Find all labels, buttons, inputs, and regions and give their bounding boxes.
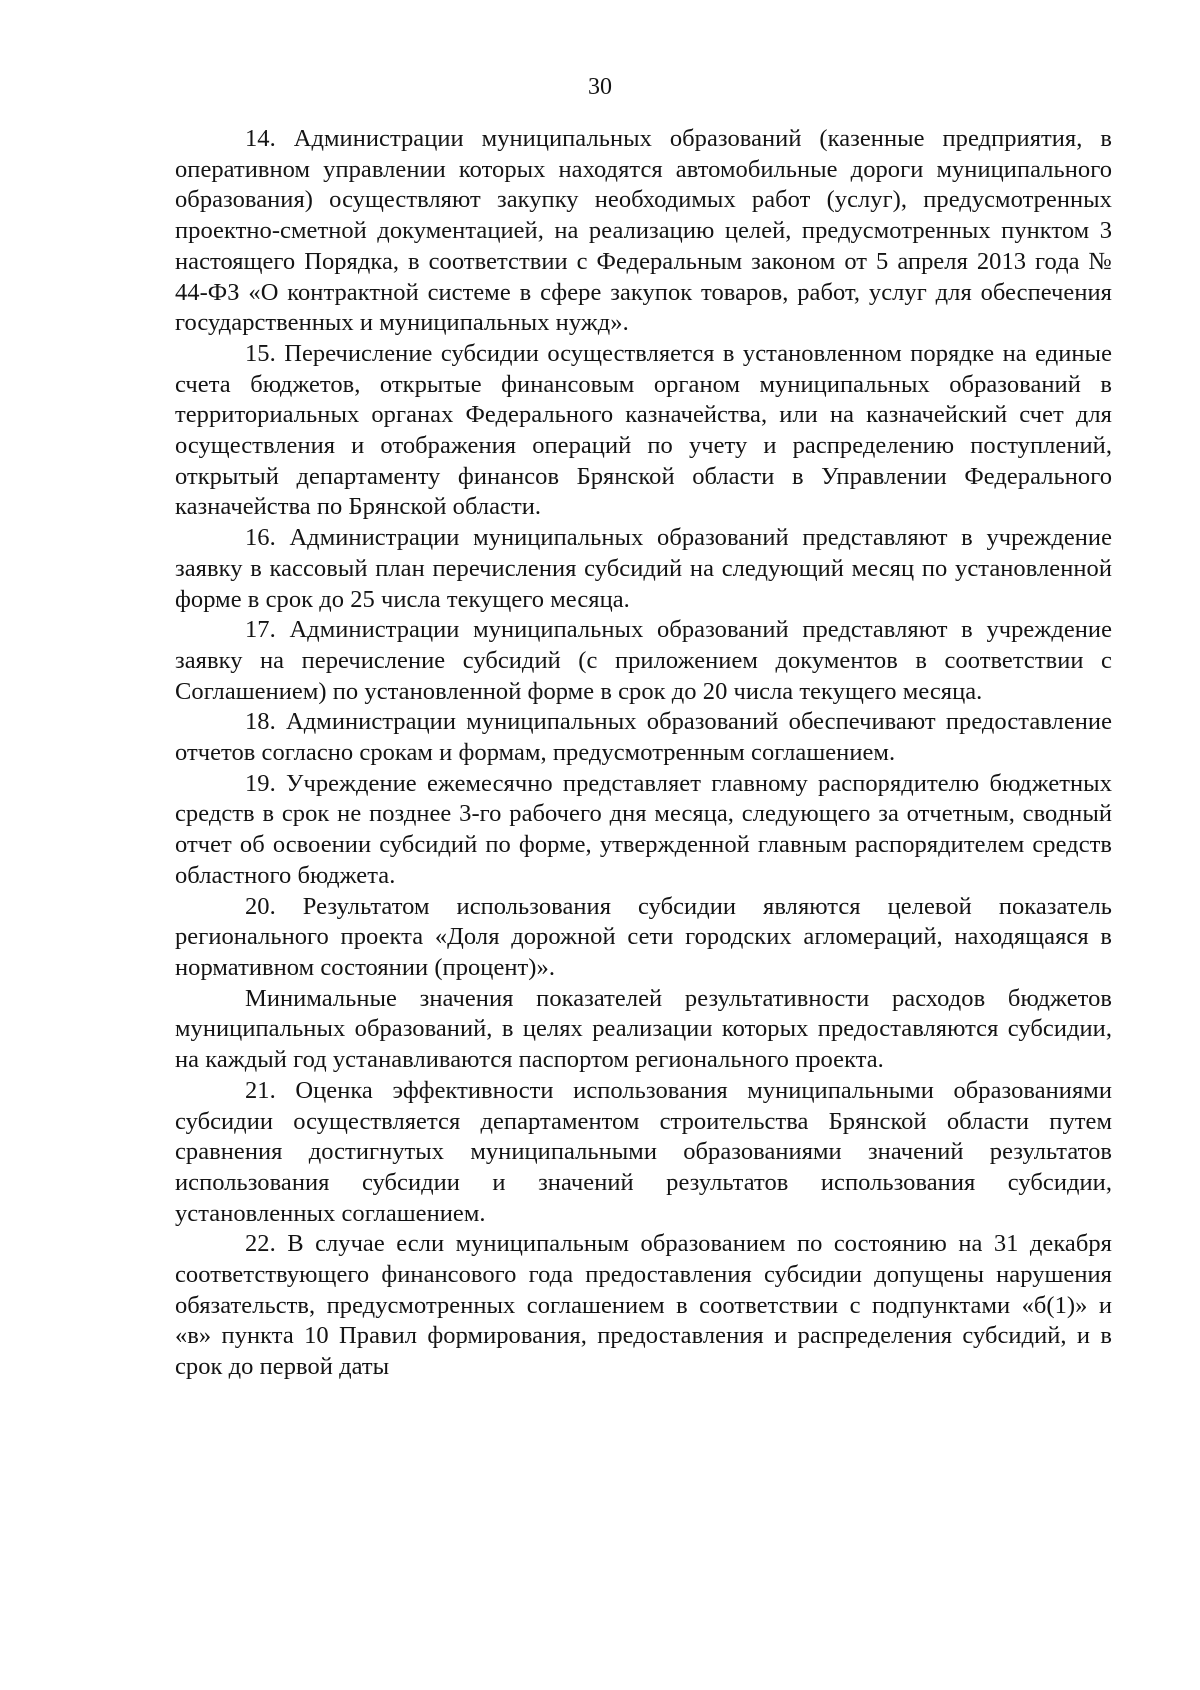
paragraph-21: 21. Оценка эффективности использования муниципальными образованиями субсидии осуществляется департаментом строительства Брянской области путем сравнения достигнутых муниципальными образованиями значений результатов использования субсидии и значений результатов использования субсидии, установленных соглашением. [175,1076,1112,1227]
paragraph-17: 17. Администрации муниципальных образований представляют в учреждение заявку на перечисление субсидий (с приложением документов в соответствии с Соглашением) по установленной форме в срок до 20 числа текущего месяца. [175,616,1112,705]
paragraph-16: 16. Администрации муниципальных образований представляют в учреждение заявку в кассовый план перечисления субсидий на следующий месяц по установленной форме в срок до 25 числа текущего месяца. [175,524,1112,613]
document-body [175,124,1112,1383]
paragraph-20: 20. Результатом использования субсидии являются целевой показатель регионального проекта «Доля дорожной сети городских агломераций, находящаяся в нормативном состоянии (процент)». [175,892,1112,981]
paragraph-19: 19. Учреждение ежемесячно представляет главному распорядителю бюджетных средств в срок не позднее 3-го рабочего дня месяца, следующего за отчетным, сводный отчет об освоении субсидий по форме, утвержденной главным распорядителем средств областного бюджета. [175,769,1112,889]
paragraph-15: 15. Перечисление субсидии осуществляется в установленном порядке на единые счета бюджетов, открытые финансовым органом муниципальных образований в территориальных органах Федерального казначейства, или на казначейский счет для осуществления и отображения операций по учету и распределению поступлений, открытый департаменту финансов Брянской области в Управлении Федерального казначейства по Брянской области. [175,339,1112,521]
paragraph-20-continuation: Минимальные значения показателей результативности расходов бюджетов муниципальных образований, в целях реализации которых предоставляются субсидии, на каждый год устанавливаются паспортом регионального проекта. [175,984,1112,1074]
paragraph-14: 14. Администрации муниципальных образований (казенные предприятия, в оперативном управлении которых находятся автомобильные дороги муниципального образования) осуществляют закупку необходимых работ (услуг), предусмотренных проектно-сметной документацией, на реализацию целей, предусмотренных пунктом 3 настоящего Порядка, в соответствии с Федеральным законом от 5 апреля 2013 года № 44-ФЗ «О контрактной системе в сфере закупок товаров, работ, услуг для обеспечения государственных и муниципальных нужд». [175,125,1112,337]
paragraph-18: 18. Администрации муниципальных образований обеспечивают предоставление отчетов согласно срокам и формам, предусмотренным соглашением. [175,708,1112,767]
paragraph-22: 22. В случае если муниципальным образованием по состоянию на 31 декабря соответствующего финансового года предоставления субсидии допущены нарушения обязательств, предусмотренных соглашением в соответствии с подпунктами «б(1)» и «в» пункта 10 Правил формирования, предоставления и распределения субсидий, и в срок до первой даты [175,1230,1112,1381]
page-number: 30 [588,74,612,100]
